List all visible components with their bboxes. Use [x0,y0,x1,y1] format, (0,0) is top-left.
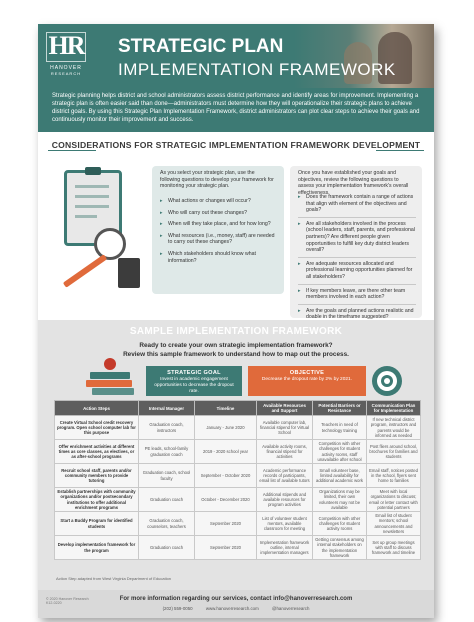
copyright-line: © 2020 Hanover Research [46,597,89,601]
table-cell: Academic performance records of participants, email list of available tutors [257,464,313,488]
table-cell: January - June 2020 [195,416,257,440]
considerations-title: CONSIDERATIONS FOR STRATEGIC IMPLEMENTATION FRAMEWORK DEVELOPMENT [51,140,421,150]
document-code: K12-0220 [46,601,62,606]
title-rule-right [376,150,424,151]
phone-number[interactable]: (202) 559-0050 [162,606,193,611]
list-item: ▸ What resources (i.e., money, staff) are needed to carry out these changes? [160,233,278,246]
table-cell: Graduation coach, school faculty [139,464,195,488]
table-cell: 2019 - 2020 school year [195,440,257,464]
list-item: ▸ Are adequate resources allocated and professional learning opportunities planned for all stakeholders? [298,261,416,285]
objective-text: Decrease the dropout rate by 2% by 2021. [261,377,353,382]
framework-table [54,400,421,560]
contact-line: For more information regarding our services, contact info@hanoverresearch.com [119,596,353,602]
table-cell: Competition with other challenges for student activity rooms [313,512,367,536]
document-page [38,24,434,618]
table-cell: Additional stipends and available resources for program activities [257,488,313,512]
table-cell: Email staff, notices posted in the school, flyers sent home to families [367,464,421,488]
logo-word: HANOVER [50,65,82,71]
table-cell: Offer enrichment activities at different times as core classes, as electives, or as after-school programs [55,440,139,464]
table-cell: Getting consensus among internal stakeholders on the implementation framework [313,536,367,560]
social-handle[interactable]: @hanoverresearch [272,606,310,611]
list-item: ▸ If key members leave, are there other team members involved in each action? [298,288,416,305]
table-cell: Implementation framework outline, internal implementation managers [257,536,313,560]
logo-mark: HR [46,32,86,62]
list-item: ▸ Which stakeholders should know what information? [160,251,278,264]
contact-details [38,606,434,611]
table-cell: Establish partnerships with community organizations and/or postsecondary institutions to offer additional enrichment programs [55,488,139,512]
books-apple-icon [86,364,138,400]
table-cell: If new technical district program, instructors and parents would be informed as needed [367,416,421,440]
table-footnote: Action Step adapted from West Virginia Department of Education [56,576,172,581]
list-item: ▸ Are all stakeholders involved in the process (school leaders, staff, parents, and professional partners)? Are different people given opportunities to fulfill key duty district leaders overall? [298,221,416,258]
list-item: ▸ What actions or changes will occur? [160,198,278,205]
table-row [55,464,421,488]
table-cell: Email list of student mentors; school announcements and newsletters [367,512,421,536]
table-cell: Available activity rooms, financial stipend for activities [257,440,313,464]
hanover-logo [46,32,86,80]
effectiveness-checklist-box [290,166,422,321]
table-row [55,512,421,536]
table-cell: Set up group meetings with staff to discuss framework and timeline [367,536,421,560]
table-cell: Graduation coach [139,488,195,512]
considerations-questions-box [152,166,284,294]
page-title: STRATEGIC PLAN [118,36,284,57]
title-rule-left [48,150,96,151]
table-cell: Graduation coach, counselors, teachers [139,512,195,536]
header-banner [38,24,434,88]
table-cell: September 2020 [195,512,257,536]
table-header-row [55,401,421,416]
goal-label: STRATEGIC GOAL [167,370,221,376]
table-cell: Graduation coach [139,536,195,560]
table-cell: Organizations may be limited, their own volunteers may not be available [313,488,367,512]
table-cell: PE leads, school-family graduation coach [139,440,195,464]
list-item: ▸ Does the framework contain a range of actions that align with element of the objectives and goals? [298,194,416,218]
pencil-icon [63,254,107,288]
checklist-intro: Once you have established your goals and objectives, review the following questions to assess your implementation framework's overall effectiveness. [298,170,409,196]
sample-framework-title: SAMPLE IMPLEMENTATION FRAMEWORK [129,326,343,337]
table-row [55,440,421,464]
table-cell: October - December 2020 [195,488,257,512]
goal-text: Invest in academic engagement opportunities to decrease the dropout rate. [154,377,234,394]
footer-band [38,590,434,618]
objective-label: OBJECTIVE [289,370,325,376]
planning-illustration [56,166,144,296]
intro-paragraph: Strategic planning helps district and school administrators assess district performance and identify areas for improvement. Implementing a strategic plan is often easier said than done—administrators must determine how they will operationalize their strategic plans to achieve district goals. By using this Strategic Plan Implementation Framework, district administrators can plot clear steps to achieve their goals and continuously monitor their improvement and success. [52,93,420,123]
clock-icon [94,228,126,260]
column-header: Action Steps [55,401,139,416]
table-cell: Develop implementation framework for the program [55,536,139,560]
list-item: ▸ Who will carry out these changes? [160,210,278,217]
questions-intro: As you select your strategic plan, use the following questions to develop your framework for monitoring your strategic plan. [160,170,274,190]
table-cell: Available computer lab, financial stipend for Virtual School [257,416,313,440]
table-cell: Recruit school staff, parents and/or community members to provide tutoring [55,464,139,488]
table-cell: Graduation coach, instructors [139,416,195,440]
table-cell: Teachers in need of technology training [313,416,367,440]
table-row [55,416,421,440]
page-subtitle: IMPLEMENTATION FRAMEWORK [118,60,396,79]
column-header: Internal Manager [139,401,195,416]
table-cell: Start a Buddy Program for identified students [55,512,139,536]
table-cell: September 2020 [195,536,257,560]
questions-list [160,198,278,269]
table-row [55,536,421,560]
strategic-goal-box [146,366,242,396]
table-cell: List of volunteer student mentors, available classroom for meeting [257,512,313,536]
table-cell: September - October 2020 [195,464,257,488]
objective-box [248,366,366,396]
table-cell: Post fliers around school, brochures for families and students [367,440,421,464]
logo-sub: RESEARCH [50,71,82,76]
intro-band [38,88,434,132]
sample-subtitle-line1: Ready to create your own strategic implementation framework? [139,342,333,349]
calculator-icon [118,258,140,288]
table-cell: Competition with other challenges for student activity rooms, staff unavailable after school [313,440,367,464]
website-link[interactable]: www.hanoverresearch.com [205,606,259,611]
checklist-list [298,194,416,328]
apple-icon [104,358,116,370]
table-cell: Small volunteer base, limited availability for additional academic work [313,464,367,488]
table-row [55,488,421,512]
column-header: Communication Plan for Implementation [367,401,421,416]
sample-subtitle-line2: Review this sample framework to understand how to map out the process. [123,351,349,358]
column-header: Available Resources and Support [257,401,313,416]
framework-table-wrap [54,400,420,560]
list-item: ▸ Are the goals and planned actions realistic and doable in the timeframe suggested? [298,308,416,325]
table-cell: Create Virtual School credit recovery program. Open school computer lab for this purpose [55,416,139,440]
target-icon [372,366,402,396]
column-header: Timeline [195,401,257,416]
column-header: Potential Barriers or Resistance [313,401,367,416]
table-cell: Meet with local organizations to discuss; email or letter contact with potential partners [367,488,421,512]
list-item: ▸ When will they take place, and for how long? [160,221,278,228]
